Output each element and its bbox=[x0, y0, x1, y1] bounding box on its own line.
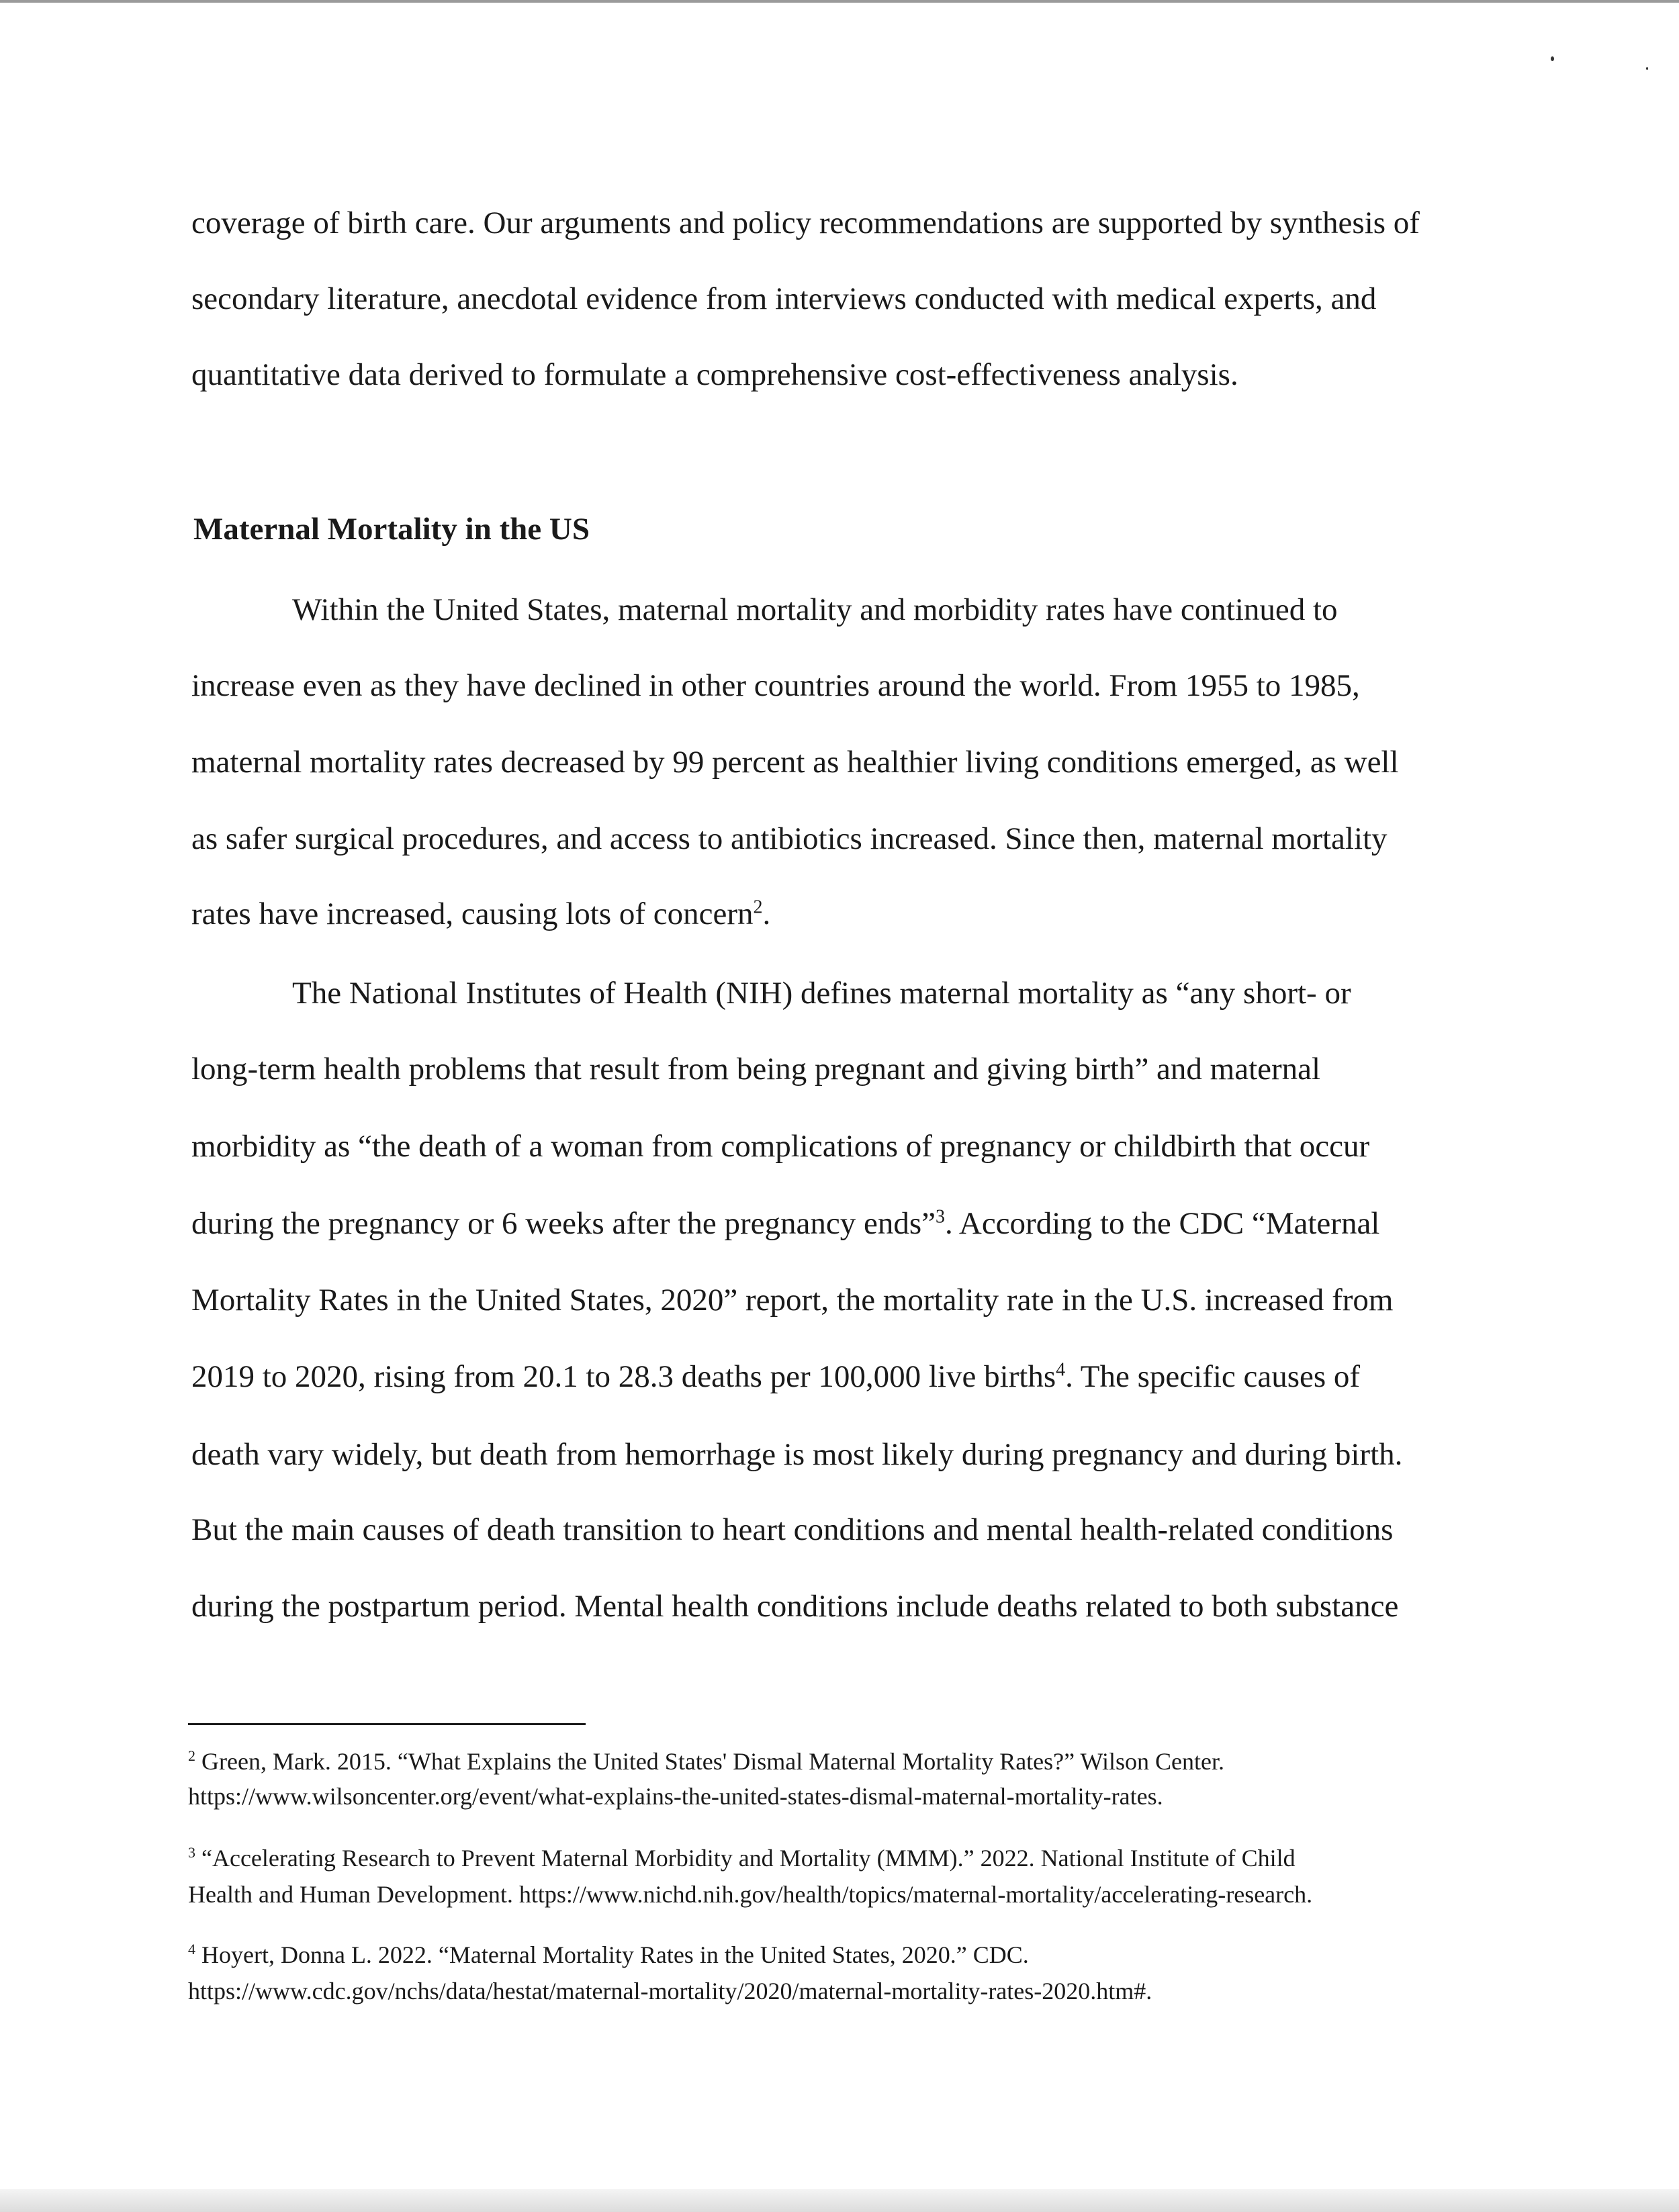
body-text-line: maternal mortality rates decreased by 99 percent as healthier living conditions emerged, as well bbox=[191, 745, 1399, 780]
footnote-separator bbox=[188, 1723, 586, 1725]
footnote-line: https://www.cdc.gov/nchs/data/hestat/maternal-mortality/2020/maternal-mortality-rates-2020.htm#. bbox=[188, 1978, 1152, 2004]
body-text-line: morbidity as “the death of a woman from complications of pregnancy or childbirth that occur bbox=[191, 1129, 1370, 1164]
footnote-line: https://www.wilsoncenter.org/event/what-explains-the-united-states-dismal-maternal-mortality-rates. bbox=[188, 1783, 1163, 1810]
body-text-line bbox=[191, 895, 770, 933]
body-text: . The specific causes of bbox=[1065, 1359, 1361, 1394]
footnote-number: 3 bbox=[188, 1844, 195, 1861]
footnote-number: 2 bbox=[188, 1747, 195, 1764]
body-text-line: Mortality Rates in the United States, 2020” report, the mortality rate in the U.S. increased from bbox=[191, 1283, 1394, 1318]
footnote-ref: 2 bbox=[753, 896, 763, 918]
footnote-ref: 4 bbox=[1056, 1359, 1066, 1381]
body-text-line: But the main causes of death transition to heart conditions and mental health-related conditions bbox=[191, 1512, 1394, 1547]
footnote-ref: 3 bbox=[935, 1206, 945, 1228]
body-text-line bbox=[191, 1205, 1379, 1242]
footnote-number: 4 bbox=[188, 1941, 195, 1957]
footnote-text: “Accelerating Research to Prevent Maternal Morbidity and Mortality (MMM).” 2022. National Institute of Child bbox=[201, 1845, 1296, 1872]
body-text-line: as safer surgical procedures, and access to antibiotics increased. Since then, maternal mortality bbox=[191, 821, 1388, 856]
body-text-line: secondary literature, anecdotal evidence from interviews conducted with medical experts, and bbox=[191, 281, 1377, 316]
body-text-line: increase even as they have declined in other countries around the world. From 1955 to 1985, bbox=[191, 668, 1360, 703]
footnote-line: Health and Human Development. https://www.nichd.nih.gov/health/topics/maternal-mortality/accelerating-research. bbox=[188, 1881, 1313, 1908]
punctuation: . bbox=[762, 896, 771, 931]
body-text-line: Within the United States, maternal mortality and morbidity rates have continued to bbox=[292, 592, 1338, 627]
footnote-text: Hoyert, Donna L. 2022. “Maternal Mortality Rates in the United States, 2020.” CDC. bbox=[201, 1941, 1029, 1968]
body-text: rates have increased, causing lots of concern bbox=[191, 896, 754, 931]
body-text-line: during the postpartum period. Mental health conditions include deaths related to both substance bbox=[191, 1589, 1399, 1624]
body-text-line: The National Institutes of Health (NIH) defines maternal mortality as “any short- or bbox=[292, 976, 1351, 1011]
body-text: during the pregnancy or 6 weeks after the pregnancy ends” bbox=[191, 1206, 936, 1241]
body-text-line: quantitative data derived to formulate a comprehensive cost-effectiveness analysis. bbox=[191, 357, 1238, 392]
body-text: 2019 to 2020, rising from 20.1 to 28.3 deaths per 100,000 live births bbox=[191, 1359, 1056, 1394]
body-text-line: death vary widely, but death from hemorrhage is most likely during pregnancy and during birth. bbox=[191, 1437, 1403, 1472]
body-text: . According to the CDC “Maternal bbox=[944, 1206, 1380, 1241]
body-text-line: long-term health problems that result from being pregnant and giving birth” and maternal bbox=[191, 1052, 1321, 1087]
body-text-line bbox=[191, 1358, 1360, 1395]
footnote-line bbox=[188, 1844, 1296, 1872]
body-text-line: coverage of birth care. Our arguments and policy recommendations are supported by synthesis of bbox=[191, 205, 1420, 240]
footnote-text: Green, Mark. 2015. “What Explains the United States' Dismal Maternal Mortality Rates?” Wilson Center. bbox=[201, 1748, 1225, 1775]
scan-bottom-edge bbox=[0, 2189, 1679, 2212]
section-heading: Maternal Mortality in the US bbox=[193, 512, 590, 547]
footnote-line bbox=[188, 1747, 1224, 1776]
footnote-line bbox=[188, 1941, 1029, 1969]
